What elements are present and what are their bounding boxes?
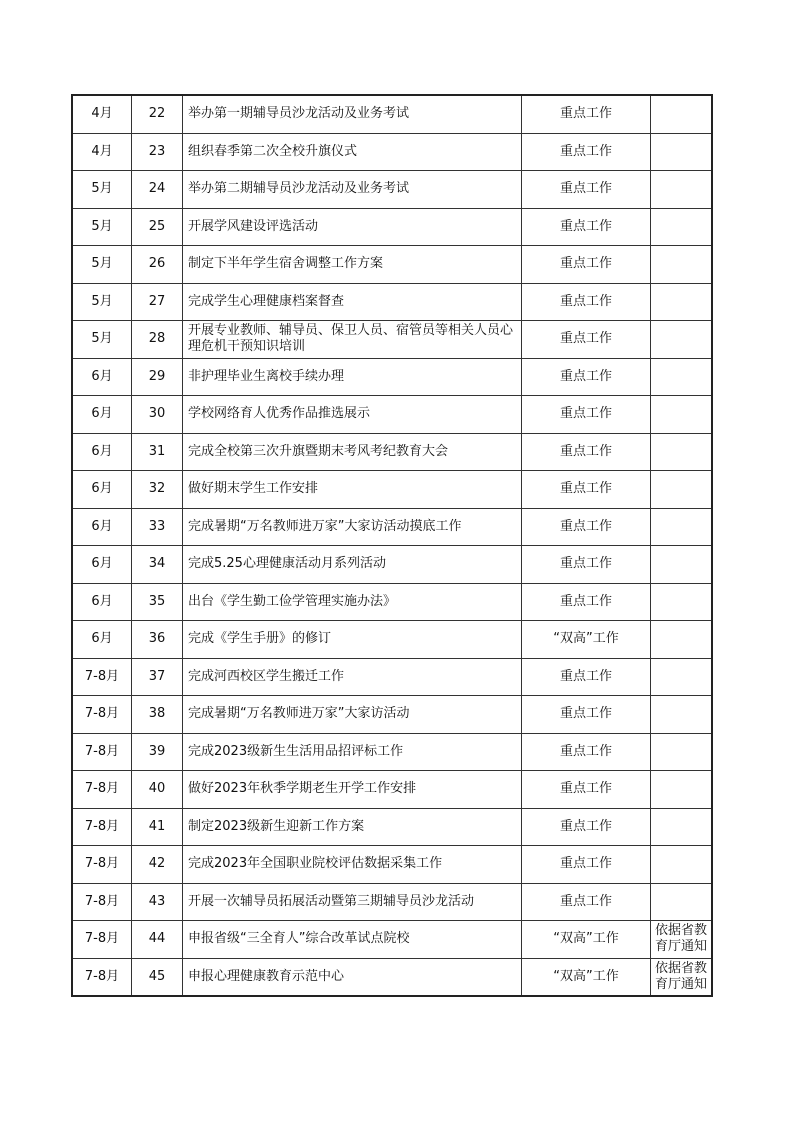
number-cell: 35 bbox=[132, 583, 183, 621]
task-cell: 开展专业教师、辅导员、保卫人员、宿管员等相关人员心理危机干预知识培训 bbox=[183, 321, 522, 359]
month-cell: 6月 bbox=[72, 471, 132, 509]
number-cell: 25 bbox=[132, 208, 183, 246]
note-cell bbox=[651, 471, 713, 509]
table-row bbox=[72, 321, 712, 359]
task-cell: 完成2023级新生生活用品招评标工作 bbox=[183, 733, 522, 771]
number-cell: 43 bbox=[132, 883, 183, 921]
note-cell bbox=[651, 133, 713, 171]
note-cell bbox=[651, 733, 713, 771]
category-cell: 重点工作 bbox=[522, 246, 651, 284]
month-cell: 5月 bbox=[72, 208, 132, 246]
task-cell: 做好2023年秋季学期老生开学工作安排 bbox=[183, 771, 522, 809]
category-cell: 重点工作 bbox=[522, 846, 651, 884]
category-cell: 重点工作 bbox=[522, 546, 651, 584]
note-cell: 依据省教育厅通知 bbox=[651, 958, 713, 996]
number-cell: 40 bbox=[132, 771, 183, 809]
category-cell: 重点工作 bbox=[522, 433, 651, 471]
task-cell: 举办第二期辅导员沙龙活动及业务考试 bbox=[183, 171, 522, 209]
task-cell: 完成2023年全国职业院校评估数据采集工作 bbox=[183, 846, 522, 884]
task-cell: 完成暑期“万名教师进万家”大家访活动 bbox=[183, 696, 522, 734]
note-cell bbox=[651, 321, 713, 359]
table-row bbox=[72, 208, 712, 246]
table-row bbox=[72, 958, 712, 996]
number-cell: 45 bbox=[132, 958, 183, 996]
month-cell: 6月 bbox=[72, 508, 132, 546]
month-cell: 7-8月 bbox=[72, 883, 132, 921]
category-cell: 重点工作 bbox=[522, 283, 651, 321]
number-cell: 22 bbox=[132, 95, 183, 133]
task-cell: 非护理毕业生离校手续办理 bbox=[183, 358, 522, 396]
number-cell: 37 bbox=[132, 658, 183, 696]
number-cell: 26 bbox=[132, 246, 183, 284]
number-cell: 36 bbox=[132, 621, 183, 659]
month-cell: 7-8月 bbox=[72, 846, 132, 884]
table-row bbox=[72, 396, 712, 434]
number-cell: 27 bbox=[132, 283, 183, 321]
table-row bbox=[72, 283, 712, 321]
note-cell bbox=[651, 283, 713, 321]
task-cell: 组织春季第二次全校升旗仪式 bbox=[183, 133, 522, 171]
work-schedule-table bbox=[71, 94, 713, 997]
month-cell: 6月 bbox=[72, 433, 132, 471]
task-cell: 申报心理健康教育示范中心 bbox=[183, 958, 522, 996]
category-cell: 重点工作 bbox=[522, 808, 651, 846]
month-cell: 7-8月 bbox=[72, 771, 132, 809]
category-cell: 重点工作 bbox=[522, 321, 651, 359]
table-row bbox=[72, 583, 712, 621]
month-cell: 7-8月 bbox=[72, 921, 132, 959]
month-cell: 6月 bbox=[72, 396, 132, 434]
month-cell: 7-8月 bbox=[72, 658, 132, 696]
month-cell: 4月 bbox=[72, 95, 132, 133]
table-row bbox=[72, 696, 712, 734]
note-cell bbox=[651, 658, 713, 696]
number-cell: 33 bbox=[132, 508, 183, 546]
note-cell bbox=[651, 396, 713, 434]
category-cell: 重点工作 bbox=[522, 583, 651, 621]
table-row bbox=[72, 808, 712, 846]
category-cell: “双高”工作 bbox=[522, 921, 651, 959]
table-row bbox=[72, 433, 712, 471]
note-cell bbox=[651, 696, 713, 734]
number-cell: 42 bbox=[132, 846, 183, 884]
task-cell: 举办第一期辅导员沙龙活动及业务考试 bbox=[183, 95, 522, 133]
table-row bbox=[72, 658, 712, 696]
category-cell: 重点工作 bbox=[522, 696, 651, 734]
table-row bbox=[72, 771, 712, 809]
table-row bbox=[72, 733, 712, 771]
task-cell: 做好期末学生工作安排 bbox=[183, 471, 522, 509]
category-cell: 重点工作 bbox=[522, 95, 651, 133]
note-cell: 依据省教育厅通知 bbox=[651, 921, 713, 959]
task-cell: 出台《学生勤工俭学管理实施办法》 bbox=[183, 583, 522, 621]
task-cell: 完成5.25心理健康活动月系列活动 bbox=[183, 546, 522, 584]
category-cell: 重点工作 bbox=[522, 396, 651, 434]
category-cell: 重点工作 bbox=[522, 771, 651, 809]
task-cell: 申报省级“三全育人”综合改革试点院校 bbox=[183, 921, 522, 959]
table-row bbox=[72, 846, 712, 884]
month-cell: 5月 bbox=[72, 283, 132, 321]
month-cell: 7-8月 bbox=[72, 733, 132, 771]
number-cell: 28 bbox=[132, 321, 183, 359]
number-cell: 38 bbox=[132, 696, 183, 734]
note-cell bbox=[651, 95, 713, 133]
category-cell: “双高”工作 bbox=[522, 621, 651, 659]
month-cell: 6月 bbox=[72, 546, 132, 584]
note-cell bbox=[651, 358, 713, 396]
task-cell: 完成《学生手册》的修订 bbox=[183, 621, 522, 659]
task-cell: 完成全校第三次升旗暨期末考风考纪教育大会 bbox=[183, 433, 522, 471]
number-cell: 30 bbox=[132, 396, 183, 434]
note-cell bbox=[651, 846, 713, 884]
month-cell: 5月 bbox=[72, 321, 132, 359]
task-cell: 完成河西校区学生搬迁工作 bbox=[183, 658, 522, 696]
number-cell: 34 bbox=[132, 546, 183, 584]
number-cell: 24 bbox=[132, 171, 183, 209]
note-cell bbox=[651, 246, 713, 284]
task-cell: 学校网络育人优秀作品推选展示 bbox=[183, 396, 522, 434]
note-cell bbox=[651, 883, 713, 921]
number-cell: 39 bbox=[132, 733, 183, 771]
task-cell: 开展学风建设评选活动 bbox=[183, 208, 522, 246]
month-cell: 7-8月 bbox=[72, 696, 132, 734]
number-cell: 29 bbox=[132, 358, 183, 396]
month-cell: 6月 bbox=[72, 358, 132, 396]
task-cell: 制定2023级新生迎新工作方案 bbox=[183, 808, 522, 846]
table-row bbox=[72, 133, 712, 171]
table-row bbox=[72, 171, 712, 209]
table-row bbox=[72, 471, 712, 509]
category-cell: 重点工作 bbox=[522, 208, 651, 246]
note-cell bbox=[651, 171, 713, 209]
note-cell bbox=[651, 546, 713, 584]
number-cell: 23 bbox=[132, 133, 183, 171]
number-cell: 32 bbox=[132, 471, 183, 509]
month-cell: 7-8月 bbox=[72, 958, 132, 996]
category-cell: 重点工作 bbox=[522, 883, 651, 921]
month-cell: 5月 bbox=[72, 171, 132, 209]
note-cell bbox=[651, 208, 713, 246]
category-cell: 重点工作 bbox=[522, 471, 651, 509]
note-cell bbox=[651, 771, 713, 809]
table-row bbox=[72, 95, 712, 133]
task-cell: 开展一次辅导员拓展活动暨第三期辅导员沙龙活动 bbox=[183, 883, 522, 921]
table-row bbox=[72, 358, 712, 396]
note-cell bbox=[651, 508, 713, 546]
number-cell: 44 bbox=[132, 921, 183, 959]
month-cell: 4月 bbox=[72, 133, 132, 171]
table-row bbox=[72, 546, 712, 584]
category-cell: 重点工作 bbox=[522, 508, 651, 546]
table-row bbox=[72, 508, 712, 546]
category-cell: 重点工作 bbox=[522, 171, 651, 209]
category-cell: 重点工作 bbox=[522, 358, 651, 396]
table-row bbox=[72, 621, 712, 659]
month-cell: 6月 bbox=[72, 621, 132, 659]
category-cell: 重点工作 bbox=[522, 658, 651, 696]
category-cell: 重点工作 bbox=[522, 733, 651, 771]
note-cell bbox=[651, 583, 713, 621]
month-cell: 5月 bbox=[72, 246, 132, 284]
category-cell: 重点工作 bbox=[522, 133, 651, 171]
table-row bbox=[72, 883, 712, 921]
month-cell: 6月 bbox=[72, 583, 132, 621]
month-cell: 7-8月 bbox=[72, 808, 132, 846]
category-cell: “双高”工作 bbox=[522, 958, 651, 996]
task-cell: 完成学生心理健康档案督查 bbox=[183, 283, 522, 321]
note-cell bbox=[651, 808, 713, 846]
number-cell: 31 bbox=[132, 433, 183, 471]
number-cell: 41 bbox=[132, 808, 183, 846]
task-cell: 完成暑期“万名教师进万家”大家访活动摸底工作 bbox=[183, 508, 522, 546]
note-cell bbox=[651, 621, 713, 659]
task-cell: 制定下半年学生宿舍调整工作方案 bbox=[183, 246, 522, 284]
table-row bbox=[72, 921, 712, 959]
note-cell bbox=[651, 433, 713, 471]
table-row bbox=[72, 246, 712, 284]
